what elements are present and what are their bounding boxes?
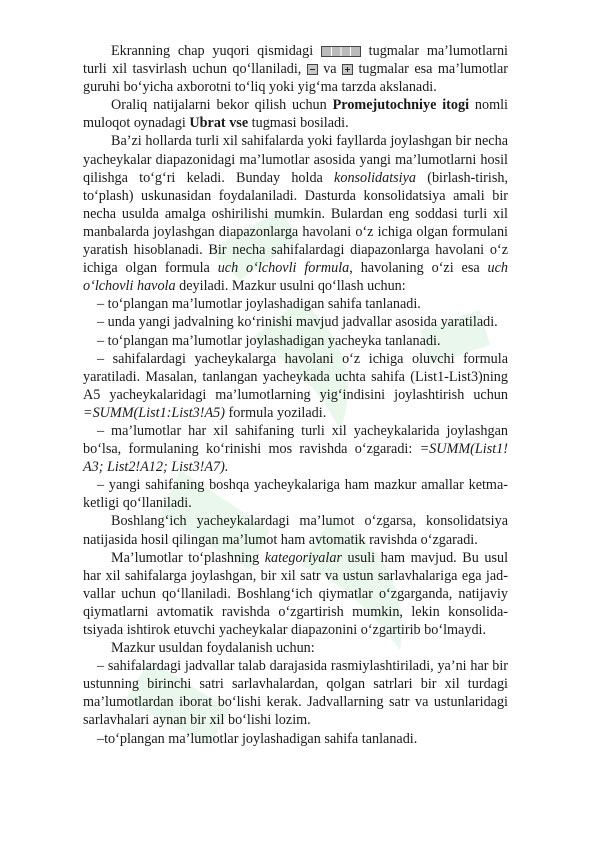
paragraph	[83, 549, 508, 639]
text-run: Ba’zi hollarda turli xil sahifalarda yoki fayllarda joylashgan bir necha yacheykalar diapazonidagi ma’lumotlar asosida yangi ma’lumotlarni hosil qilishga to‘g‘ri keladi. Bunday holda	[83, 133, 508, 186]
italic-term: konsolidatsiya	[334, 169, 417, 186]
text-run: – sahifalardagi jadvallar talab darajasida rasmiylashtiriladi, ya’ni har bir ustunning birinchi satri sarlavhalardan, qolgan satrlari bir xil turdagi ma’lumotlardan iborat bo‘lishi kerak. Jadvallarning satr va ustunlaridagi sarlavhalari aynan bir xil bo‘lishi lozim.	[83, 658, 508, 729]
italic-term: uch o‘lchovli havola	[83, 260, 508, 295]
text-run: – ma’lumotlar har xil sahifaning turli xil yacheykalarida joylashgan bo‘lsa, formulaning ko‘rinishi mos ravishda o‘zgaradi:	[83, 422, 508, 458]
nav-buttons-icon	[321, 46, 361, 57]
text-run: –to‘plangan ma’lumotlar joylashadigan sahifa tanlanadi.	[97, 730, 418, 747]
text-run: Mazkur usuldan foydalanish uchun:	[111, 640, 315, 657]
text-run: – yangi sahifaning boshqa yacheykalariga ham mazkur amallar ketma-ketligi qo‘llaniladi.	[83, 477, 508, 512]
document-body	[83, 42, 508, 748]
paragraph	[83, 313, 508, 331]
paragraph	[83, 512, 508, 548]
paragraph	[83, 42, 508, 96]
text-run: Boshlang‘ich yacheykalardagi ma’lumot o‘zgarsa, konsolidatsiya natijasida hosil qilingan ma’lumot ham avtomatik ravishda o‘zgaradi.	[83, 513, 508, 548]
text-run: deyiladi. Mazkur usulni qo‘llash uchun:	[175, 278, 406, 295]
text-run: formula yoziladi.	[225, 404, 327, 421]
bold-term: Ubrat vse	[189, 115, 249, 132]
plus-button-icon	[342, 64, 353, 75]
text-run: Ma’lumotlar to‘plashning	[111, 549, 265, 566]
bold-term: Promejutochniye itogi	[332, 97, 470, 114]
text-run: va	[317, 61, 343, 78]
paragraph	[83, 730, 508, 748]
text-run: – to‘plangan ma’lumotlar joylashadigan sahifa tanlanadi.	[97, 296, 421, 313]
paragraph	[83, 476, 508, 512]
text-run: – sahifalardagi yacheykalarga havolani o‘z ichiga oluvchi formula yaratiladi. Masalan, tanlangan yacheykada uchta sahifa (List1-List3)ning A5 yacheykalaridagi ma’lumotlarning yig‘indisini joylashtirish uchun	[83, 350, 508, 403]
paragraph	[83, 295, 508, 313]
text-run: usuli ham mavjud. Bu usul har xil sahifalarga joylashgan, bir xil satr va ustun sarlavhalariga ega jad-vallar uchun qo‘llaniladi. Boshlang‘ich qiymatlar o‘zgarganda, natijaviy qiymatlarni avtomatik ravishda o‘zgartirish mumkin, lekin konsolida-tsiyada ishtirok etuvchi yacheykalar diapazonini o‘zgartirib bo‘lmaydi.	[83, 549, 509, 638]
paragraph	[83, 132, 508, 295]
italic-term: =SUMM(List1:List3!A5)	[83, 404, 225, 421]
text-run: tugmalar ma’lumotlarni turli xil tasvirlash uchun qo‘llaniladi,	[83, 43, 508, 78]
text-run: – unda yangi jadvalning ko‘rinishi mavjud jadvallar asosida yaratiladi.	[97, 314, 498, 331]
minus-button-icon	[307, 64, 318, 75]
text-run: – to‘plangan ma’lumotlar joylashadigan yacheyka tanlanadi.	[97, 332, 441, 349]
text-run: Oraliq natijalarni bekor qilish uchun	[111, 97, 333, 114]
paragraph	[83, 639, 508, 657]
italic-term: kategoriyalar	[264, 549, 342, 566]
italic-term: uch o‘lchovli formula	[217, 260, 350, 277]
text-run: nomli muloqot oynadagi	[83, 97, 509, 132]
text-run: , havolaning o‘zi esa	[349, 260, 488, 277]
paragraph	[83, 350, 508, 422]
paragraph	[83, 96, 508, 132]
text-run: tugmalar esa ma’lumotlar guruhi bo‘yicha axborotni to‘liq yoki yig‘ma tarzda akslanadi.	[83, 61, 508, 96]
text-run: (birlash-tirish, to‘plash) uskunasidan foydalaniladi. Dasturda konsolidatsiya amali bir necha usulda amalga oshirilishi mumkin. Bulardan eng soddasi turli xil manbalarda joylashgan diapazonlarga havolani o‘z ichiga olgan formulani yaratish hisoblanadi. Bir necha sahifalardagi diapazonlarga havolani o‘z ichiga olgan formula	[83, 169, 508, 277]
italic-term: =SUMM(List1! A3; List2!A12; List3!A7).	[83, 441, 508, 476]
paragraph	[83, 332, 508, 350]
paragraph	[83, 657, 508, 729]
paragraph	[83, 422, 508, 476]
text-run: tugmasi bosiladi.	[248, 115, 349, 132]
text-run: Ekranning chap yuqori qismidagi	[111, 43, 321, 59]
